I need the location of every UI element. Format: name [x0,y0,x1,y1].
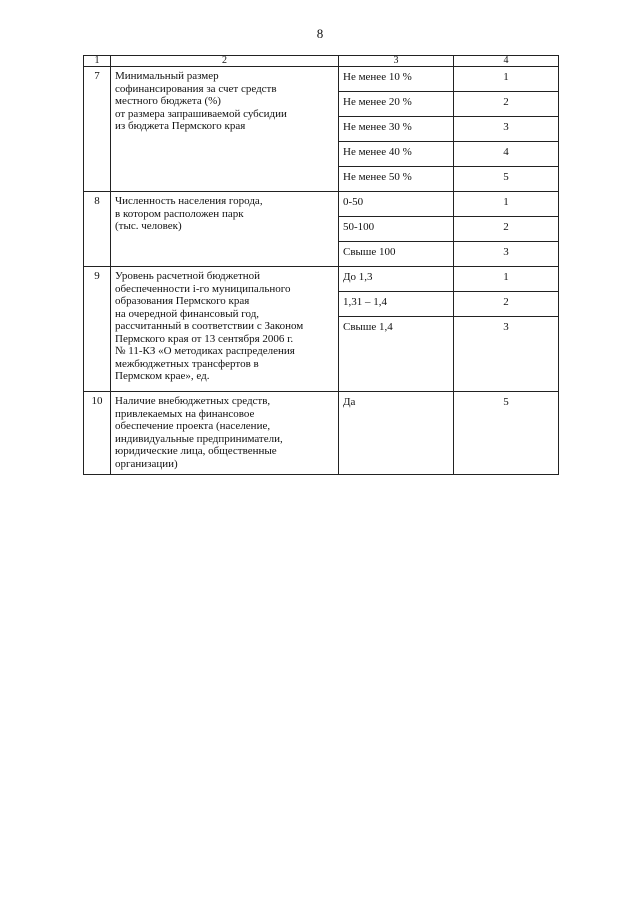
description-line: из бюджета Пермского края [115,120,246,132]
criterion-number: 9 [84,267,111,392]
option-points: 1 [454,67,559,92]
description-line: Пермском крае», ед. [115,370,210,382]
description-line: обеспеченности i-го муниципального [115,282,291,295]
description-line: Наличие внебюджетных средств, [115,395,271,407]
table-row [84,67,559,92]
option-points: 3 [454,317,559,392]
header-col-3: 3 [339,56,454,67]
description-line: образования Пермского края [115,295,250,307]
description-line: рассчитанный в соответствии с Законом [115,320,304,332]
option-points: 3 [454,242,559,267]
table-header-row [84,56,559,67]
header-col-2: 2 [111,56,339,67]
criterion-option: 50-100 [339,217,454,242]
criterion-description [111,392,339,475]
criterion-option: Не менее 20 % [339,92,454,117]
criterion-number: 8 [84,192,111,267]
option-points: 1 [454,267,559,292]
criterion-option: 0-50 [339,192,454,217]
option-points: 2 [454,217,559,242]
option-points: 4 [454,142,559,167]
option-points: 3 [454,117,559,142]
page-number: 8 [316,26,324,41]
criterion-option: Не менее 50 % [339,167,454,192]
description-line: индивидуальные предприниматели, [115,432,283,445]
criterion-option: До 1,3 [339,267,454,292]
criterion-description [111,67,339,192]
option-points: 5 [454,392,559,475]
description-line: обеспечение проекта (население, [115,420,271,432]
description-line: в котором расположен парк [115,207,244,220]
description-line: от размера запрашиваемой субсидии [115,107,287,120]
option-points: 1 [454,192,559,217]
criterion-option: 1,31 – 1,4 [339,292,454,317]
criterion-option: Не менее 40 % [339,142,454,167]
description-line: привлекаемых на финансовое [115,407,255,420]
option-points: 2 [454,292,559,317]
description-line: Уровень расчетной бюджетной [115,270,261,282]
description-line: софинансирования за счет средств [115,82,277,95]
criterion-number: 7 [84,67,111,192]
criterion-description [111,267,339,392]
option-points: 5 [454,167,559,192]
description-line: Пермского края от 13 сентября 2006 г. [115,332,294,345]
header-col-1: 1 [84,56,111,67]
criterion-option: Да [339,392,454,475]
description-line: организации) [115,457,178,470]
table-row [84,267,559,292]
description-line: межбюджетных трансфертов в [115,357,259,370]
criterion-number: 10 [84,392,111,475]
description-line: (тыс. человек) [115,220,182,232]
criterion-option: Свыше 1,4 [339,317,454,392]
description-line: местного бюджета (%) [115,95,221,107]
criterion-option: Не менее 10 % [339,67,454,92]
header-col-4: 4 [454,56,559,67]
criterion-option: Не менее 30 % [339,117,454,142]
criterion-option: Свыше 100 [339,242,454,267]
option-points: 2 [454,92,559,117]
description-line: № 11-КЗ «О методиках распределения [115,345,295,357]
table-row [84,392,559,475]
description-line: юридические лица, общественные [115,445,277,457]
criterion-description [111,192,339,267]
description-line: Численность населения города, [115,195,263,207]
table-row [84,192,559,217]
criteria-table [83,55,559,475]
description-line: Минимальный размер [115,70,219,82]
description-line: на очередной финансовый год, [115,307,260,320]
